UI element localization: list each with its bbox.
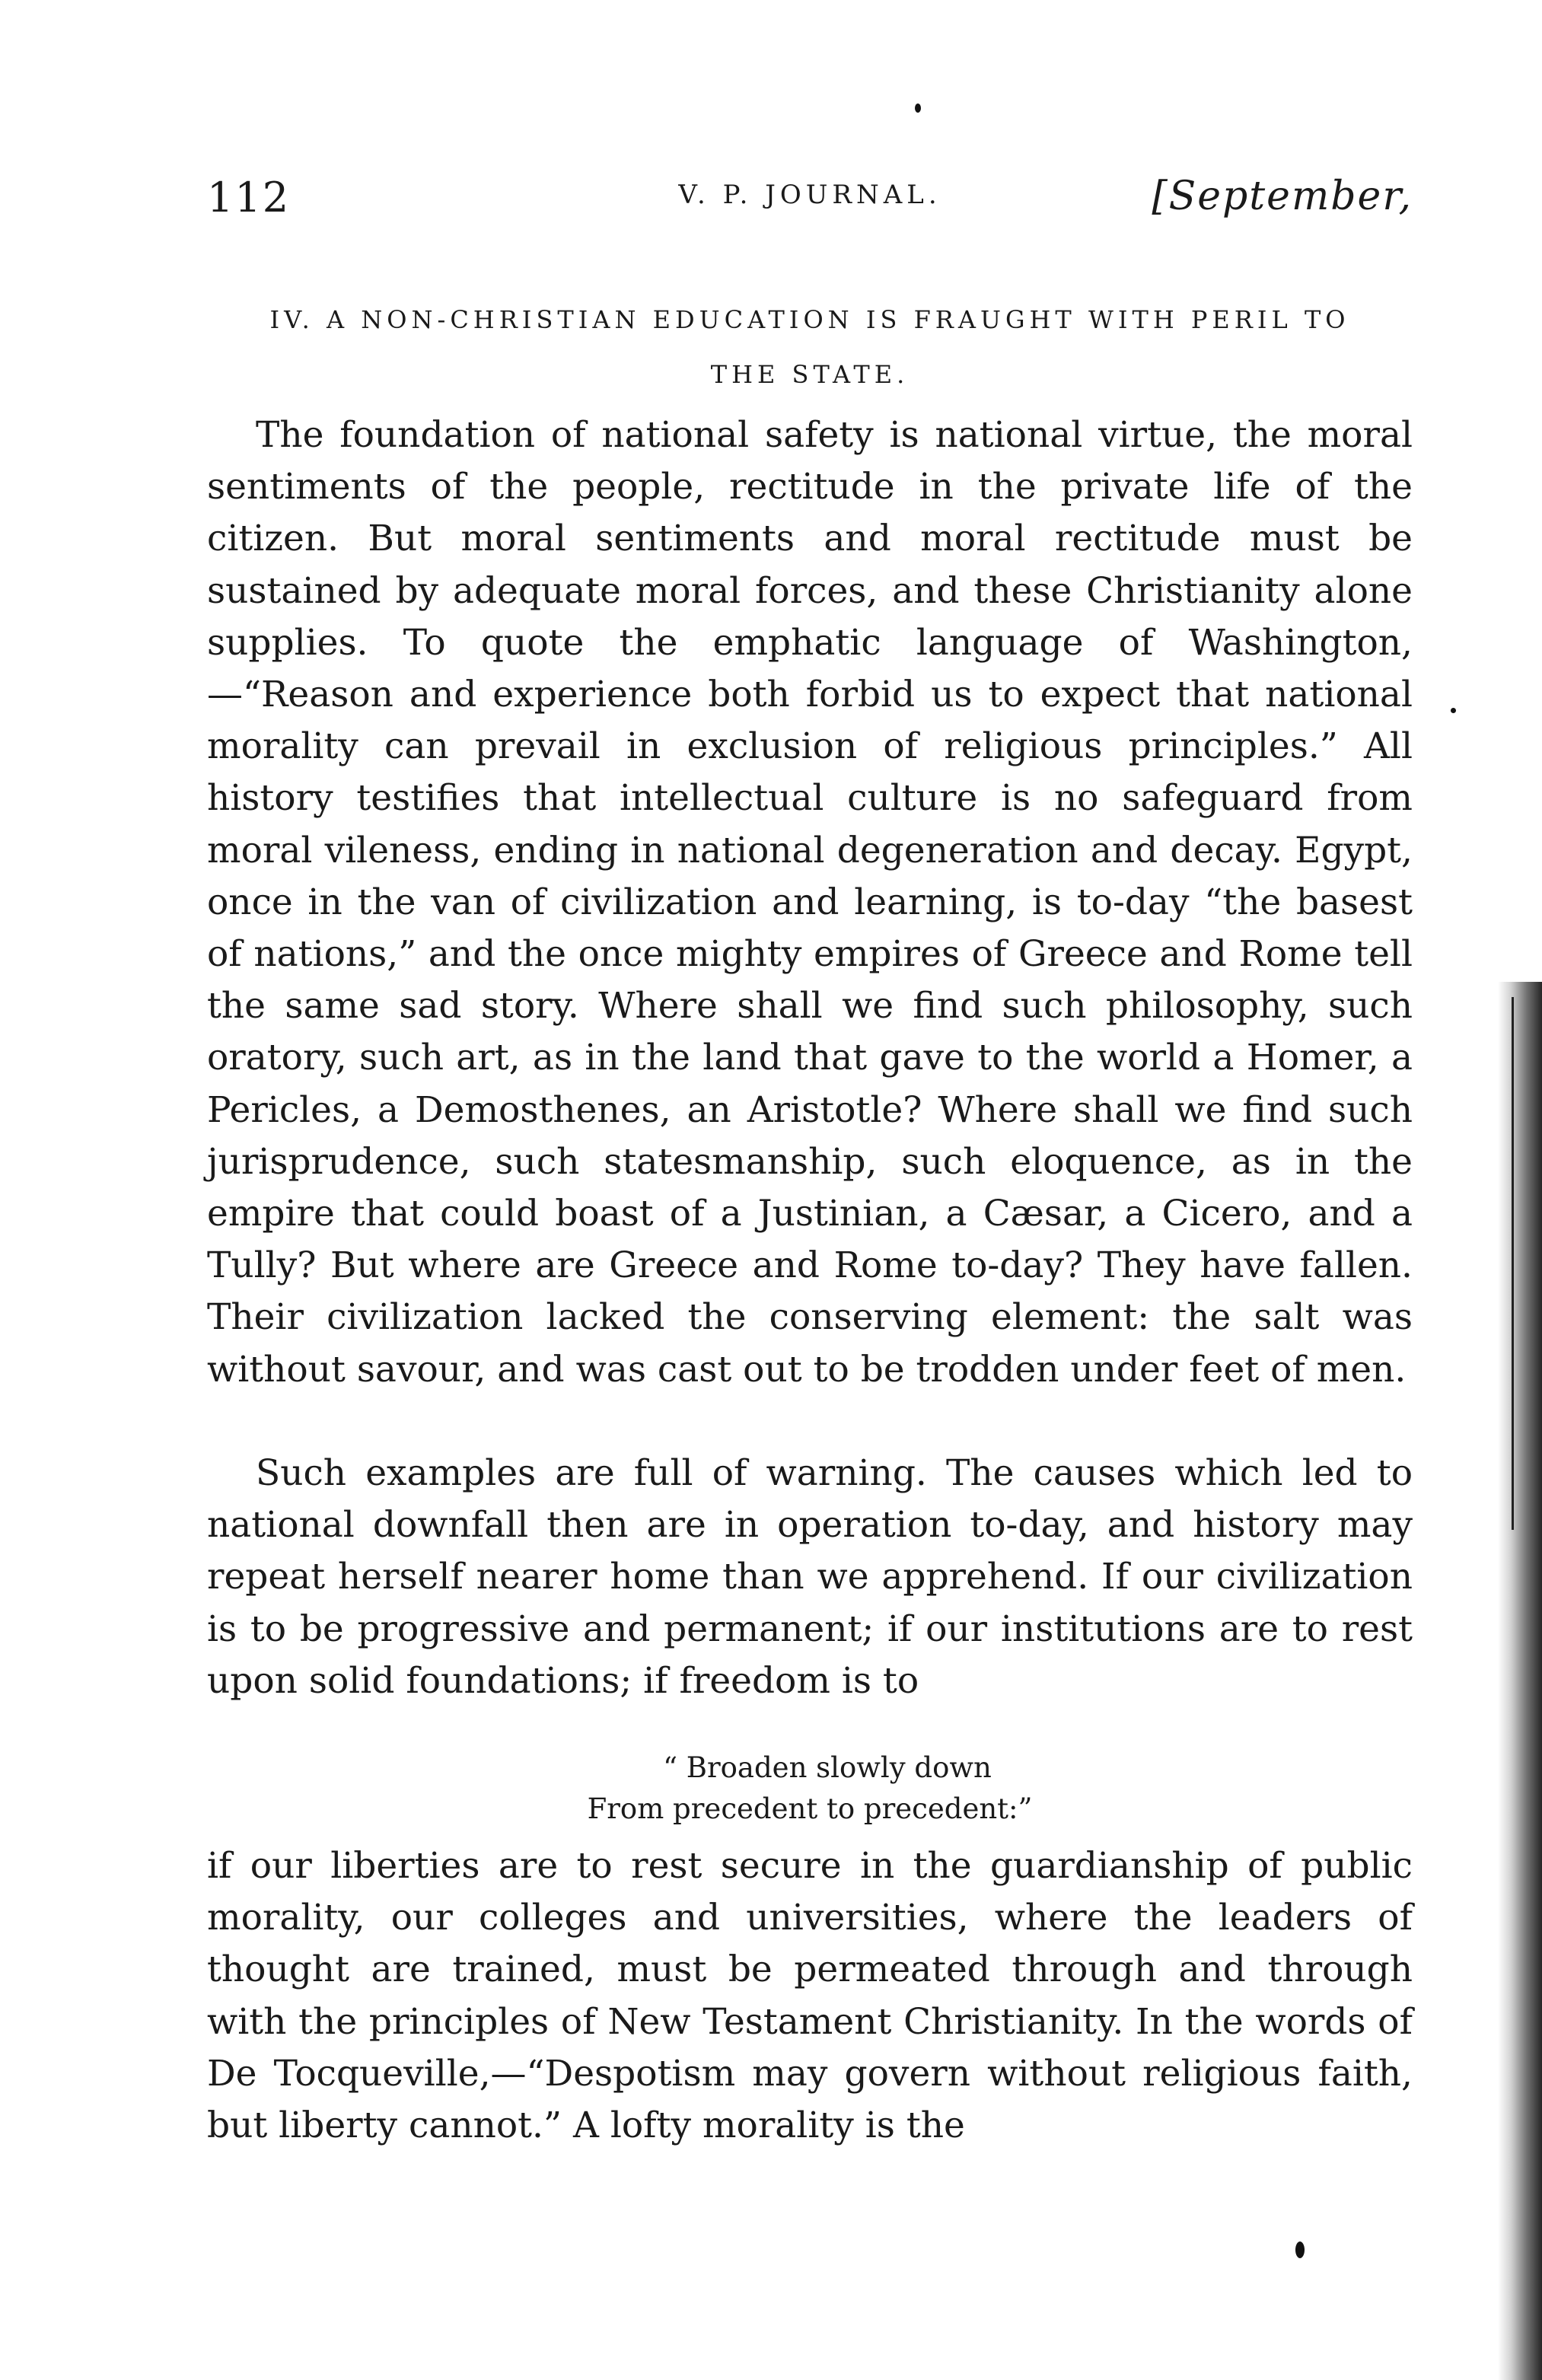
- page-edge-line: [1512, 997, 1514, 1530]
- ink-speck-bottom: [1295, 2241, 1305, 2258]
- section-heading-line-2: THE STATE.: [710, 360, 910, 389]
- paragraph-liberties: if our liberties are to rest secure in the guardianship of public morality, our colleges and universities, where the leaders of thought are trained, must be permeated through and through with the principles of New Testament Christianity. In the words of De Tocqueville,—“Despotism may govern without religious faith, but liberty cannot.” A lofty morality is the: [207, 1845, 1413, 2147]
- running-title: V. P. JOURNAL.: [678, 180, 941, 210]
- paragraph-national-safety: The foundation of national safety is national virtue, the moral sentiments of the people, rectitude in the private life of the citizen. But moral sentiments and moral rectitude must be sustained by adequate moral forces, and these Christianity alone supplies. To quote the emphatic language of Washington,—“Reason and experience both forbid us to expect that national morality can prevail in exclusion of religious principles.” All history testifies that intellectual culture is no safeguard from moral vileness, ending in national degeneration and decay. Egypt, once in the van of civilization and learning, is to-day “the basest of nations,” and the once mighty empires of Greece and Rome tell the same sad story. Where shall we find such philosophy, such oratory, such art, as in the land that gave to the world a Homer, a Pericles, a Demosthenes, an Aristotle? Where shall we find such jurisprudence, such statesmanship, such eloquence, as in the empire that could boast of a Justinian, a Cæsar, a Cicero, and a Tully? But where are Greece and Rome to-day? They have fallen. Their civilization lacked the conserving element: the salt was without savour, and was cast out to be trodden under feet of men.: [207, 414, 1413, 1391]
- verse-quote-line-2: From precedent to precedent:”: [587, 1792, 1033, 1825]
- ink-speck-top: [915, 104, 921, 113]
- ink-speck-margin: [1451, 708, 1456, 713]
- verse-quote-line-1: “ Broaden slowly down: [663, 1751, 992, 1784]
- section-heading-line-1: IV. A NON-CHRISTIAN EDUCATION IS FRAUGHT WITH PERIL TO: [269, 305, 1350, 334]
- page-header: [207, 174, 1413, 227]
- verse-quote: [207, 1748, 1413, 1830]
- paragraph-warning: Such examples are full of warning. The causes which led to national downfall then are in operation to-day, and history may repeat herself nearer home than we apprehend. If our civilization is to be progressive and permanent; if our institutions are to rest upon solid foundations; if freedom is to: [207, 1452, 1413, 1702]
- section-heading: [207, 292, 1413, 402]
- page-edge-shadow: [1498, 982, 1542, 2380]
- page-number: 112: [207, 174, 291, 221]
- running-date: [September,: [1152, 174, 1413, 219]
